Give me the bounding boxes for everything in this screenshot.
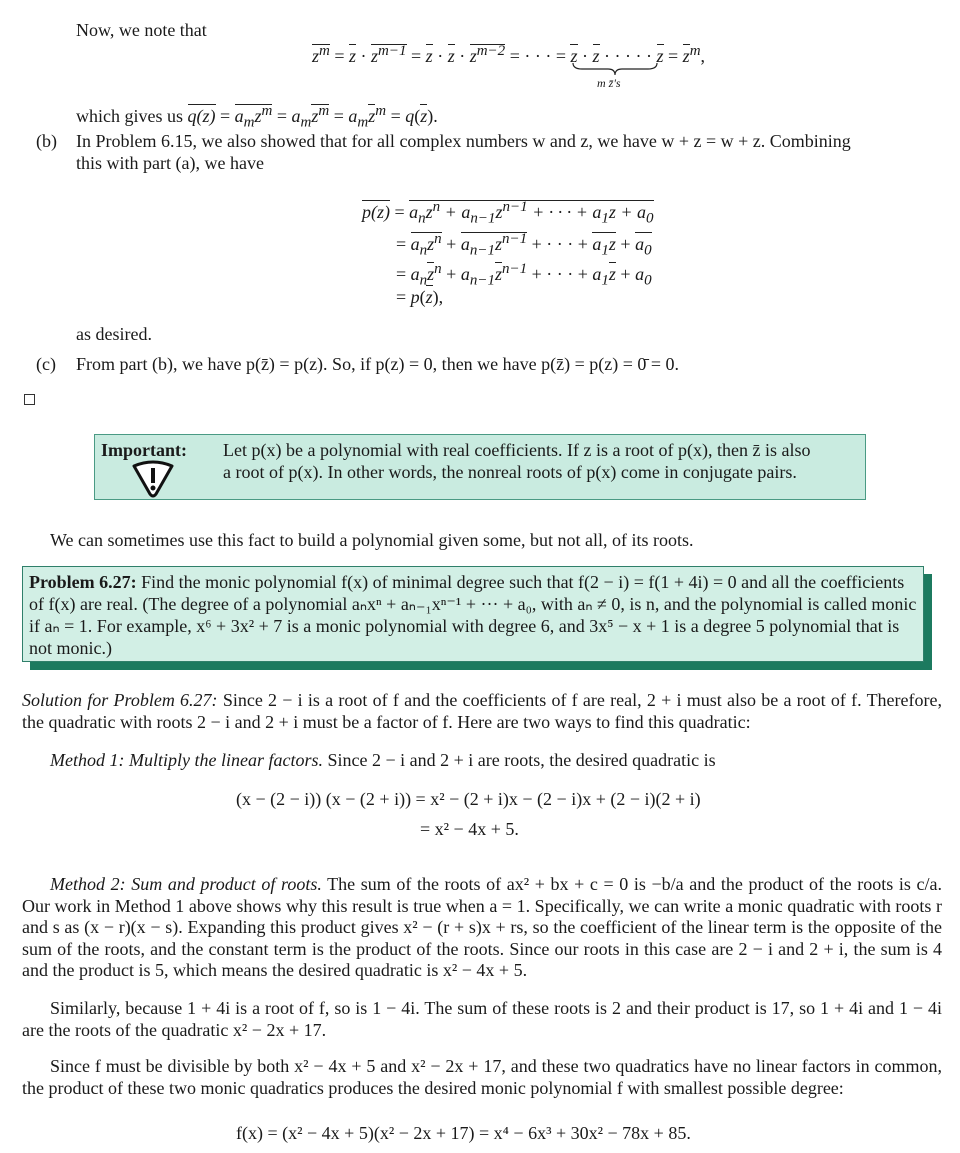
method2-paragraph: [22, 874, 942, 982]
p-conj-eq2: = $a_nz^n + a_{n-1}z^{n-1}$ + · · · + $a_1z + a_0$: [396, 231, 652, 259]
problem-text: Find the monic polynomial f(x) of minimal degree such that f(2 − i) = f(1 + 4i) = 0 and all the coefficients of f(x) are real. (The degree of a polynomial aₙxⁿ + aₙ₋₁xⁿ⁻¹ + ··· + a₀, with aₙ ≠ 0, is n, and the polynomial is called monic if aₙ = 1. For example, x⁶ + 3x² + 7 is a monic polynomial with degree 6, and 3x⁵ − x + 1 is a degree 5 polynomial that is not monic.): [29, 572, 917, 658]
now-note-text: Now, we note that: [76, 20, 207, 40]
part-b-line1: In Problem 6.15, we also showed that for all complex numbers w and z, we have w + z = w + z. Combining: [76, 131, 851, 151]
solution-text: Since 2 − i is a root of f and the coefficients of f are real, 2 + i must also be a root of f. Therefore, the quadratic with roots 2 − i and 2 + i must be a factor of f. Here are two ways to find this quadratic:: [22, 690, 943, 732]
problem-content: [29, 571, 921, 659]
underbrace-label: m z̄'s: [597, 76, 621, 90]
part-c-label: (c): [36, 354, 56, 374]
method2-text: The sum of the roots of ax² + bx + c = 0 is −b/a and the product of the roots is c/a. Our work in Method 1 above shows why this result is true when a = 1. Specifically, we can write a monic quadratic with roots r and s as (x − r)(x − s). Expanding this product gives x² − (r + s)x + rs, so the coefficient of the linear term is the opposite of the sum of the roots, and the constant term is the product of the roots. Since our roots in this case are 2 − i and 2 + i, the sum is 4 and the product is 5, which means the desired quadratic is x² − 4x + 5.: [22, 874, 942, 980]
important-line2: a root of p(x). In other words, the nonreal roots of p(x) come in conjugate pairs.: [223, 462, 797, 482]
part-c-text: From part (b), we have p(z̄) = p(z). So, if p(z) = 0, then we have p(z̄) = p(z) = 0̄ = 0.: [76, 354, 680, 374]
important-label: Important:: [101, 440, 187, 460]
qed-square: [24, 394, 35, 405]
which-gives-text: which gives us: [76, 106, 183, 126]
problem-label: Problem 6.27:: [29, 572, 137, 592]
p-conj-eq4: = p(z),: [396, 287, 444, 307]
part-b-label: (b): [36, 131, 57, 151]
final-equation: f(x) = (x² − 4x + 5)(x² − 2x + 17) = x⁴ − 6x³ + 30x² − 78x + 85.: [236, 1123, 691, 1143]
important-line1: Let p(x) be a polynomial with real coefficients. If z is a root of p(x), then z̄ is also: [223, 440, 811, 460]
p-conj-eq3: = $a_nz^n + a_{n-1}z^{n-1}$ + · · · + $a_1z + a_0$: [396, 261, 652, 289]
solution-paragraph: [22, 690, 942, 733]
since-f-paragraph: Since f must be divisible by both x² − 4x + 5 and x² − 2x + 17, and these two quadratics have no linear factors in common, the product of these two monic quadratics produces the desired monic polynomial f with smallest possible degree:: [22, 1056, 942, 1098]
important-box: [94, 434, 866, 500]
problem-box: [22, 566, 924, 662]
p-conj-eq1: $p(z) = a_nz^n + a_{n-1}z^{n-1}$ + · · · + $a_1z + a_0$: [362, 199, 654, 227]
conjugate-power-equation: $z^m = z \cdot z^{m-1} = z \cdot z \cdot z^{m-2}$ = · · · = z · z · · · · · $z = z^m$,: [312, 43, 706, 66]
method1-eq2: = x² − 4x + 5.: [420, 819, 519, 839]
as-desired-text: as desired.: [76, 324, 152, 344]
method1-text: Since 2 − i and 2 + i are roots, the desired quadratic is: [327, 750, 716, 770]
method1-label: Method 1: Multiply the linear factors.: [50, 750, 323, 770]
similarly-paragraph: Similarly, because 1 + 4i is a root of f, so is 1 − 4i. The sum of these roots is 2 and their product is 17, so 1 + 4i and 1 − 4i are the roots of the quadratic x² − 2x + 17.: [22, 998, 942, 1040]
solution-label: Solution for Problem 6.27:: [22, 690, 218, 710]
sometimes-text: We can sometimes use this fact to build a polynomial given some, but not all, of its roots.: [50, 530, 694, 550]
method1-eq1: (x − (2 − i)) (x − (2 + i)) = x² − (2 + i)x − (2 − i)x + (2 − i)(2 + i): [236, 789, 701, 809]
part-b-line2: this with part (a), we have: [76, 153, 264, 173]
method2-label: Method 2: Sum and product of roots.: [50, 874, 322, 894]
method1-line: [50, 749, 716, 772]
which-gives-line: which gives us $q(z) = a_mz^m = a_mz^m = a_mz^m = q(z)$.: [76, 103, 438, 131]
warning-icon: [130, 460, 176, 500]
